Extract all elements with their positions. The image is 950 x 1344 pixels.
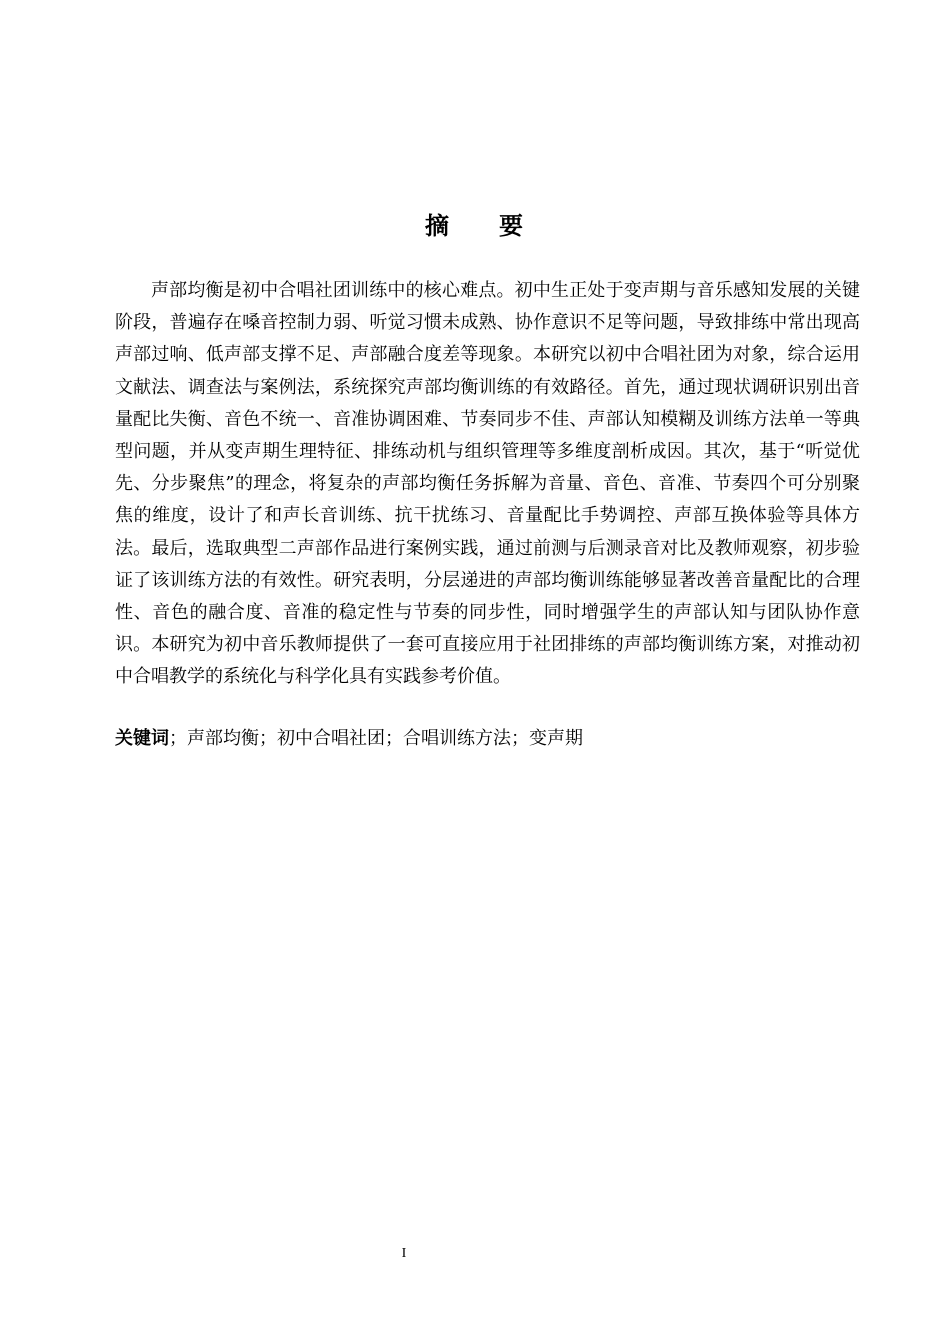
abstract-title (0, 206, 950, 246)
abstract-title-char-1: 摘 (425, 212, 451, 240)
keywords-line (115, 723, 860, 755)
abstract-body: 声部均衡是初中合唱社团训练中的核心难点。初中生正处于变声期与音乐感知发展的关键阶段，普遍存在嗓音控制力弱、听觉习惯未成熟、协作意识不足等问题，导致排练中常出现高声部过响、低声部支撑不足、声部融合度差等现象。本研究以初中合唱社团为对象，综合运用文献法、调查法与案例法，系统探究声部均衡训练的有效路径。首先，通过现状调研识别出音量配比失衡、音色不统一、音准协调困难、节奏同步不佳、声部认知模糊及训练方法单一等典型问题，并从变声期生理特征、排练动机与组织管理等多维度剖析成因。其次，基于“听觉优先、分步聚焦”的理念，将复杂的声部均衡任务拆解为音量、音色、音准、节奏四个可分别聚焦的维度，设计了和声长音训练、抗干扰练习、音量配比手势调控、声部互换体验等具体方法。最后，选取典型二声部作品进行案例实践，通过前测与后测录音对比及教师观察，初步验证了该训练方法的有效性。研究表明，分层递进的声部均衡训练能够显著改善音量配比的合理性、音色的融合度、音准的稳定性与节奏的同步性，同时增强学生的声部认知与团队协作意识。本研究为初中音乐教师提供了一套可直接应用于社团排练的声部均衡训练方案，对推动初中合唱教学的系统化与科学化具有实践参考价值。 (115, 280, 860, 688)
keywords-label: 关键词 (115, 728, 169, 749)
page-number: I (401, 1246, 407, 1261)
abstract-title-char-2: 要 (499, 212, 525, 240)
keywords-separator: ； (169, 728, 187, 749)
keywords-list: 声部均衡；初中合唱社团；合唱训练方法；变声期 (187, 728, 583, 749)
